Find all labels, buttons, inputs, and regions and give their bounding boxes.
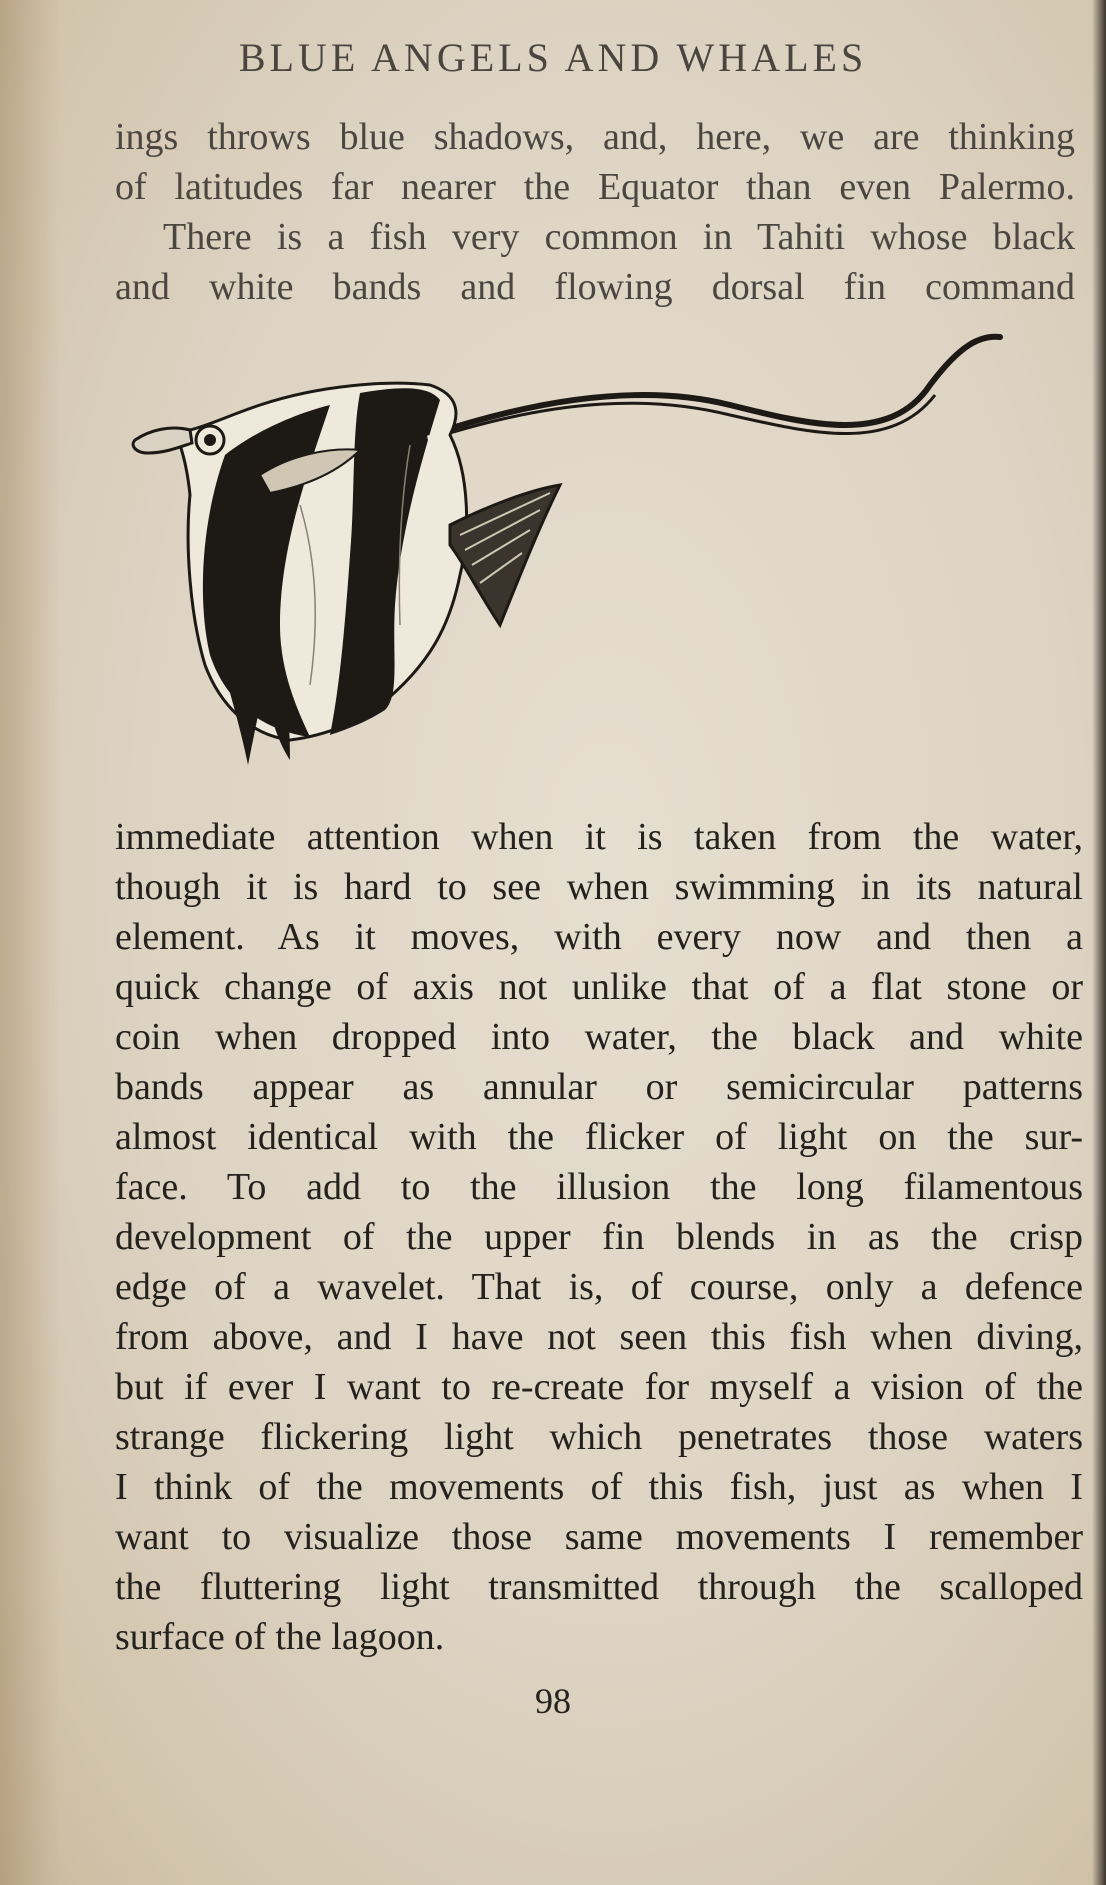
dorsal-filament	[430, 337, 1000, 435]
running-head: BLUE ANGELS AND WHALES	[238, 35, 868, 80]
text-line: immediate attention when it is taken from the water,	[115, 816, 1083, 858]
text-line: surface of the lagoon.	[115, 1616, 445, 1658]
text-line: edge of a wavelet. That is, of course, only a defence	[115, 1266, 1083, 1308]
text-line: element. As it moves, with every now and then a	[115, 916, 1083, 958]
text-line: and white bands and flowing dorsal fin command	[115, 266, 1075, 308]
text-line: want to visualize those same movements I remember	[115, 1516, 1083, 1558]
text-line: but if ever I want to re-create for myself a vision of the	[115, 1366, 1083, 1408]
text-block-top	[115, 112, 1075, 312]
text-line: strange flickering light which penetrates those waters	[115, 1416, 1083, 1458]
fish-drawing	[133, 337, 1000, 765]
text-line: though it is hard to see when swimming in its natural	[115, 866, 1083, 908]
text-line: almost identical with the flicker of light on the sur-	[115, 1116, 1083, 1158]
page-number: 98	[535, 1681, 571, 1721]
text-line: bands appear as annular or semicircular patterns	[115, 1066, 1083, 1108]
text-line: coin when dropped into water, the black and white	[115, 1016, 1083, 1058]
text-line: development of the upper fin blends in as the crisp	[115, 1216, 1083, 1258]
text-line: of latitudes far nearer the Equator than even Palermo.	[115, 166, 1075, 208]
text-line: I think of the movements of this fish, just as when I	[115, 1466, 1083, 1508]
text-line: ings throws blue shadows, and, here, we are thinking	[115, 116, 1075, 158]
moorish-idol-fish-illustration	[130, 325, 1060, 805]
text-block-bottom	[115, 812, 1083, 1662]
text-line: quick change of axis not unlike that of a flat stone or	[115, 966, 1083, 1008]
text-line: face. To add to the illusion the long filamentous	[115, 1166, 1083, 1208]
text-line: from above, and I have not seen this fish when diving,	[115, 1316, 1083, 1358]
text-line: the fluttering light transmitted through the scalloped	[115, 1566, 1083, 1608]
text-line: There is a fish very common in Tahiti whose black	[163, 216, 1075, 258]
